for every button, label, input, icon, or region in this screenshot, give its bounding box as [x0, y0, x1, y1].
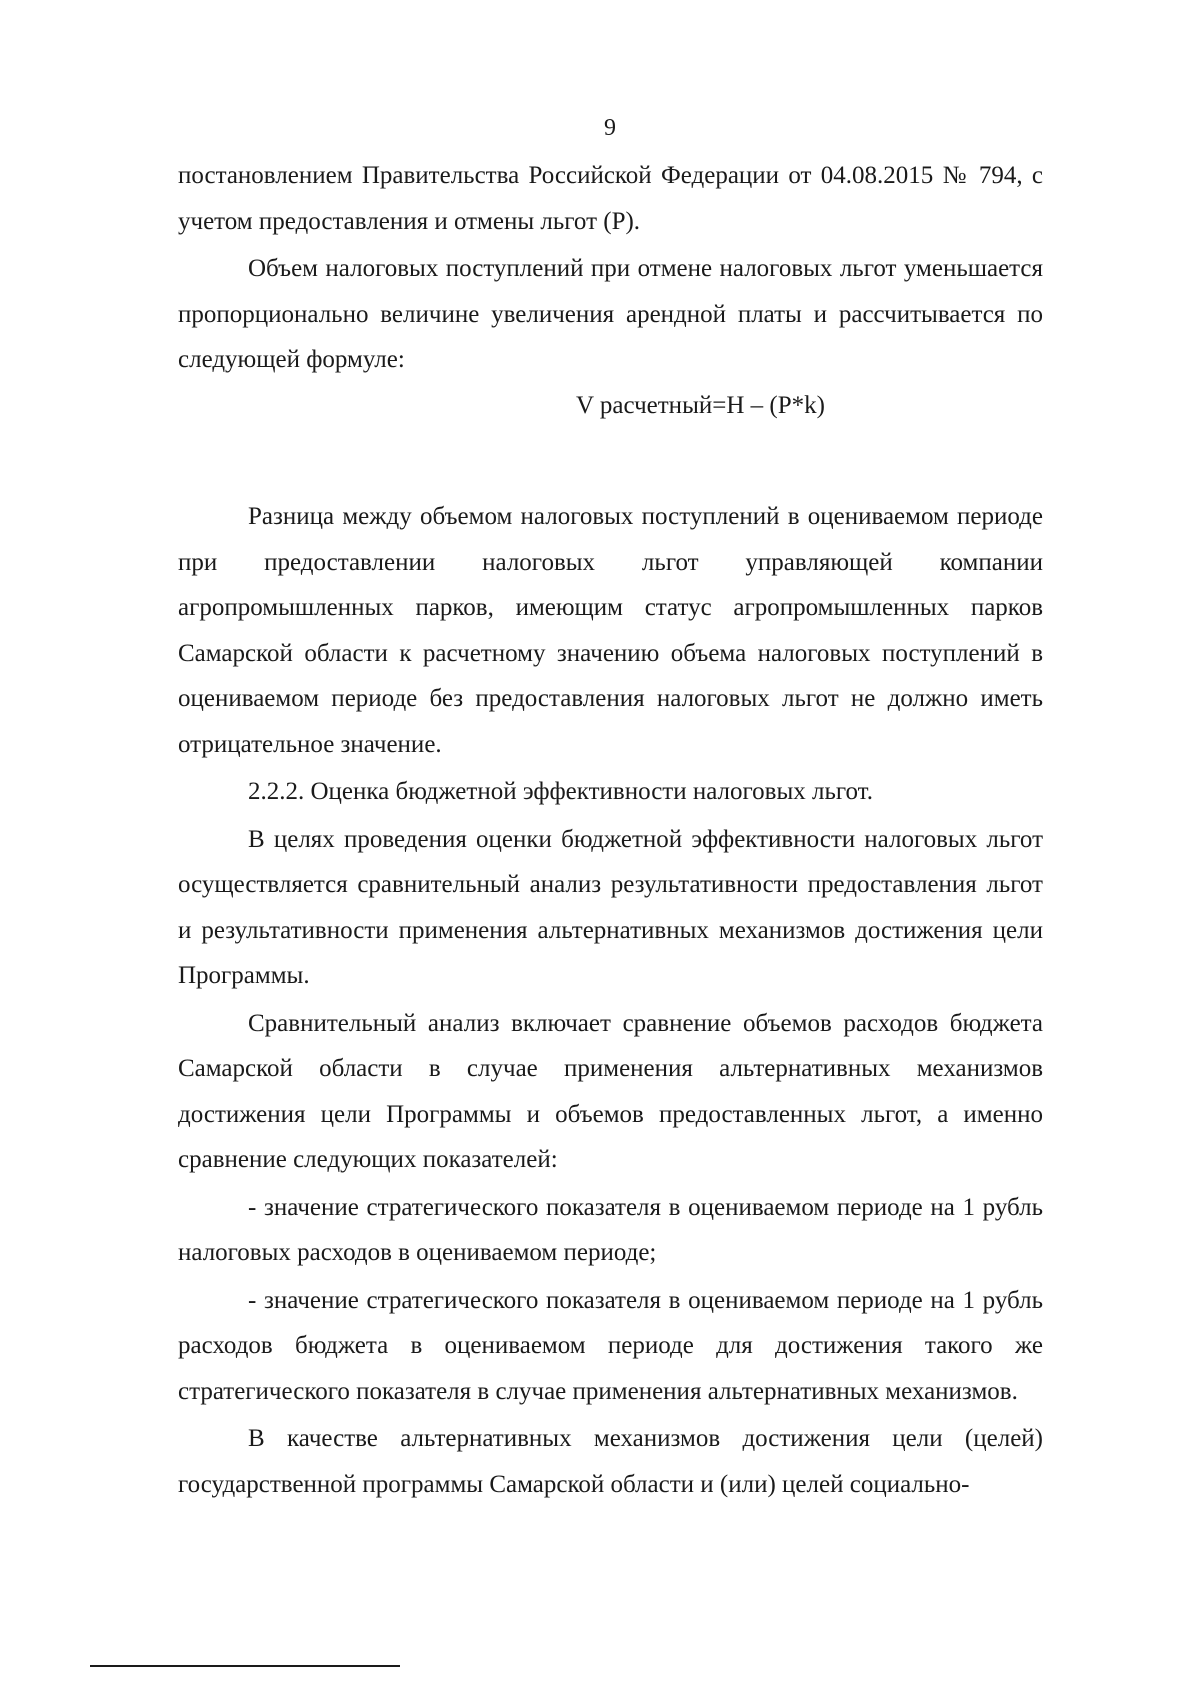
paragraph-evaluation-purpose: В целях проведения оценки бюджетной эффективности налоговых льгот осуществляется сравнительный анализ результативности предоставления льгот и результативности применения альтернативных механизмов достижения цели Программы. — [178, 825, 1043, 989]
page-number: 9 — [604, 115, 616, 141]
paragraph-tax-revenue-volume: Объем налоговых поступлений при отмене налоговых льгот уменьшается пропорционально величине увеличения арендной платы и рассчитывается по следующей формуле: — [178, 255, 1043, 373]
paragraph-alternative-mechanisms: В качестве альтернативных механизмов достижения цели (целей) государственной программы Самарской области и (или) целей социально- — [178, 1425, 1043, 1498]
section-heading-2-2-2: 2.2.2. Оценка бюджетной эффективности налоговых льгот. — [248, 778, 873, 805]
formula: V расчетный=Н – (Р*k) — [576, 391, 825, 419]
footnote-separator — [90, 1665, 400, 1667]
document-body — [178, 153, 1043, 1507]
paragraph-continuation: постановлением Правительства Российской Федерации от 04.08.2015 № 794, с учетом предоставления и отмены льгот (Р). — [178, 162, 1043, 235]
paragraph-comparative-analysis: Сравнительный анализ включает сравнение объемов расходов бюджета Самарской области в случае применения альтернативных механизмов достижения цели Программы и объемов предоставленных льгот, а именно сравнение следующих показателей: — [178, 1009, 1043, 1173]
paragraph-difference: Разница между объемом налоговых поступлений в оцениваемом периоде при предоставлении налоговых льгот управляющей компании агропромышленных парков, имеющим статус агропромышленных парков Самарской области к расчетному значению объема налоговых поступлений в оцениваемом периоде без предоставления налоговых льгот не должно иметь отрицательное значение. — [178, 503, 1043, 758]
list-item-indicator-1: - значение стратегического показателя в оцениваемом периоде на 1 рубль налоговых расходов в оцениваемом периоде; — [178, 1193, 1043, 1266]
list-item-indicator-2: - значение стратегического показателя в оцениваемом периоде на 1 рубль расходов бюджета в оцениваемом периоде для достижения такого же стратегического показателя в случае применения альтернативных механизмов. — [178, 1286, 1043, 1405]
